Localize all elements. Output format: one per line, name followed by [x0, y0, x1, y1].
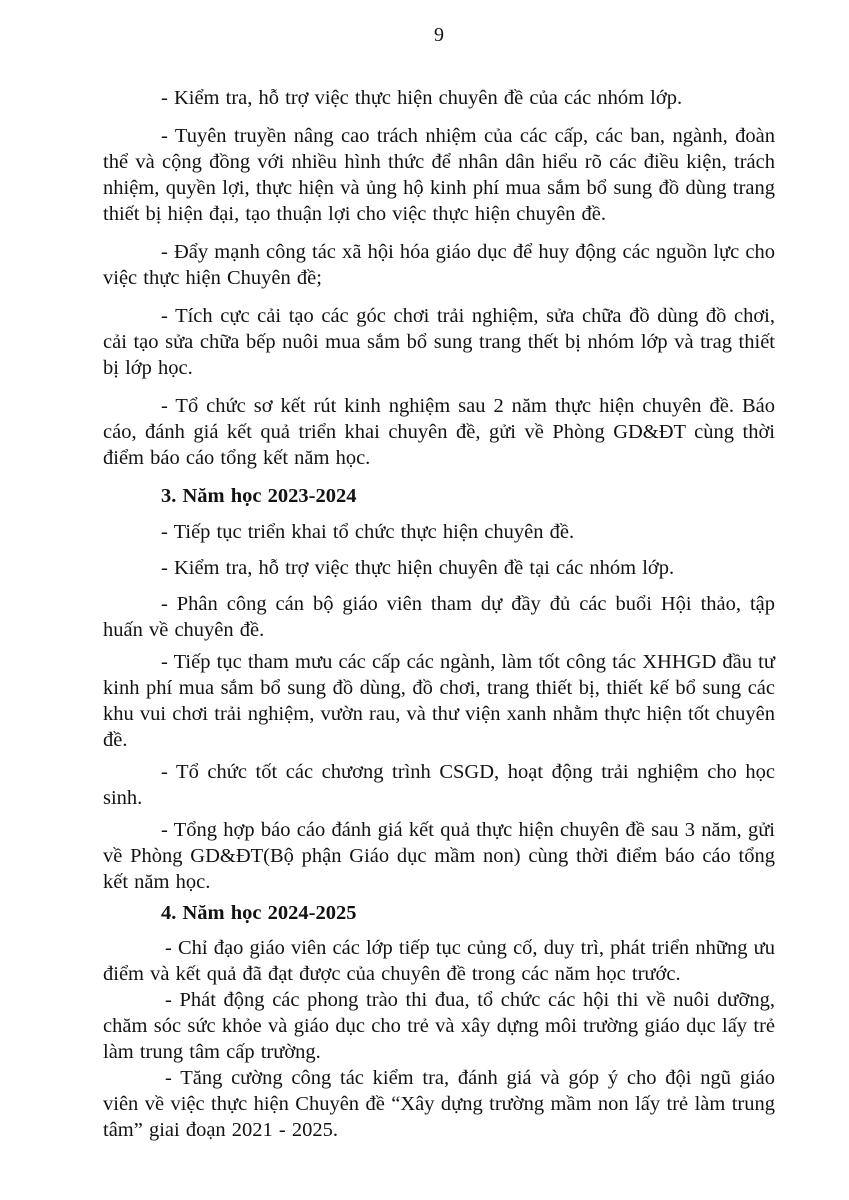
paragraph: - Tổ chức tốt các chương trình CSGD, hoạt động trải nghiệm cho học sinh.: [103, 761, 775, 809]
page-number: 9: [434, 24, 444, 46]
paragraph: - Tiếp tục triển khai tổ chức thực hiện chuyên đề.: [161, 521, 575, 543]
paragraph: - Tổ chức sơ kết rút kinh nghiệm sau 2 năm thực hiện chuyên đề. Báo cáo, đánh giá kết quả triển khai chuyên đề, gửi về Phòng GD&ĐT cùng thời điểm báo cáo tổng kết năm học.: [103, 395, 775, 469]
paragraph: - Kiểm tra, hỗ trợ việc thực hiện chuyên đề tại các nhóm lớp.: [161, 557, 675, 579]
paragraph: - Chỉ đạo giáo viên các lớp tiếp tục củng cố, duy trì, phát triển những ưu điểm và kết quả đã đạt được của chuyên đề trong các năm học trước.: [103, 937, 775, 985]
paragraph: - Đẩy mạnh công tác xã hội hóa giáo dục để huy động các nguồn lực cho việc thực hiện Chuyên đề;: [103, 241, 775, 289]
paragraph: - Phân công cán bộ giáo viên tham dự đầy đủ các buổi Hội thảo, tập huấn về chuyên đề.: [103, 593, 775, 641]
paragraph: - Phát động các phong trào thi đua, tổ chức các hội thi về nuôi dưỡng, chăm sóc sức khỏe và giáo dục cho trẻ và xây dựng môi trường giáo dục lấy trẻ làm trung tâm cấp trường.: [103, 989, 775, 1063]
paragraph: - Tổng hợp báo cáo đánh giá kết quả thực hiện chuyên đề sau 3 năm, gửi về Phòng GD&ĐT(Bộ phận Giáo dục mầm non) cùng thời điểm báo cáo tổng kết năm học.: [103, 819, 775, 893]
section-heading-3: 3. Năm học 2023-2024: [161, 485, 357, 507]
paragraph: - Tuyên truyền nâng cao trách nhiệm của các cấp, các ban, ngành, đoàn thể và cộng đồng với nhiều hình thức để nhân dân hiểu rõ các điều kiện, trách nhiệm, quyền lợi, thực hiện và ủng hộ kinh phí mua sắm bổ sung đồ dùng trang thiết bị hiện đại, tạo thuận lợi cho việc thực hiện chuyên đề.: [103, 125, 775, 225]
paragraph: - Kiểm tra, hỗ trợ việc thực hiện chuyên đề của các nhóm lớp.: [161, 87, 683, 109]
paragraph: - Tích cực cải tạo các góc chơi trải nghiệm, sửa chữa đồ dùng đồ chơi, cải tạo sửa chữa bếp nuôi mua sắm bổ sung trang thết bị nhóm lớp và trag thiết bị lớp học.: [103, 305, 775, 379]
paragraph: - Tiếp tục tham mưu các cấp các ngành, làm tốt công tác XHHGD đầu tư kinh phí mua sắm bổ sung đồ dùng, đồ chơi, trang thiết bị, thiết kế bổ sung các khu vui chơi trải nghiệm, vườn rau, và thư viện xanh nhằm thực hiện tốt chuyên đề.: [103, 651, 775, 751]
paragraph: - Tăng cường công tác kiểm tra, đánh giá và góp ý cho đội ngũ giáo viên về việc thực hiện Chuyên đề “Xây dựng trường mầm non lấy trẻ làm trung tâm” giai đoạn 2021 - 2025.: [103, 1067, 775, 1141]
section-heading-4: 4. Năm học 2024-2025: [161, 902, 357, 924]
document-content: [103, 22, 775, 1143]
